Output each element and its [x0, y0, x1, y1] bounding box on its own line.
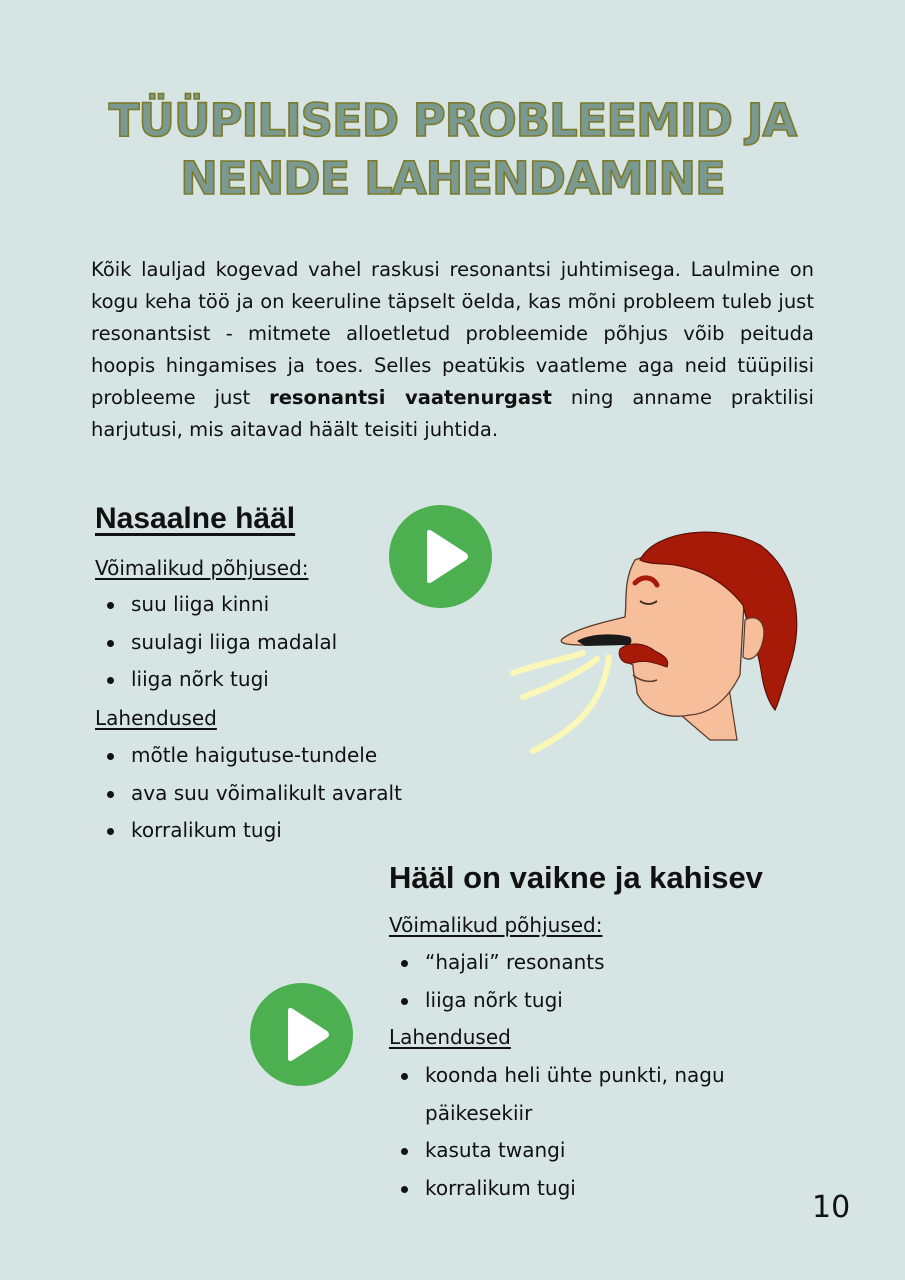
intro-text-after: ning anname praktilisi harjutusi, mis aitavad häält teisiti juhtida.: [91, 386, 814, 441]
intro-bold-text: resonantsi vaatenurgast: [269, 386, 552, 409]
section2-title: Hääl on vaikne ja kahisev: [389, 860, 763, 895]
list-item: koonda heli ühte punkti, nagu päikesekiir: [389, 1057, 759, 1132]
section2-solutions-label: Lahendused: [389, 1025, 511, 1049]
section1-solutions-list: [95, 737, 402, 850]
nasal-face-illustration: [505, 525, 805, 765]
page-title-line-2: NENDE LAHENDAMINE: [180, 152, 725, 205]
section1-title: Nasaalne hääl: [95, 502, 296, 535]
page-title-line-1: TÜÜPILISED PROBLEEMID JA: [108, 94, 797, 147]
list-item: korralikum tugi: [95, 812, 402, 850]
list-item: liiga nõrk tugi: [95, 661, 337, 699]
section1-solutions-label: Lahendused: [95, 706, 217, 730]
page-title: [0, 92, 905, 208]
section1-causes-label: Võimalikud põhjused:: [95, 556, 309, 580]
section2-solutions-list: [389, 1057, 759, 1207]
list-item: suu liiga kinni: [95, 586, 337, 624]
play-icon: [250, 983, 353, 1086]
list-item: korralikum tugi: [389, 1170, 759, 1208]
list-item: mõtle haigutuse-tundele: [95, 737, 402, 775]
section2-play-button[interactable]: [250, 983, 353, 1086]
list-item: “hajali” resonants: [389, 944, 605, 982]
list-item: ava suu võimalikult avaralt: [95, 775, 402, 813]
page-number: 10: [812, 1190, 851, 1225]
list-item: kasuta twangi: [389, 1132, 759, 1170]
intro-paragraph: [91, 254, 814, 446]
section1-causes-list: [95, 586, 337, 699]
list-item: suulagi liiga madalal: [95, 624, 337, 662]
section1-play-button[interactable]: [389, 505, 492, 608]
intro-text-before: Kõik lauljad kogevad vahel raskusi resonantsi juhtimisega. Laulmine on kogu keha töö ja on keeruline täpselt öelda, kas mõni probleem tuleb just resonantsist - mitmete alloetletud probleemide põhjus võib peituda hoopis hingamises ja toes. Selles peatükis vaatleme aga neid tüüpilisi probleeme just: [91, 258, 814, 409]
play-icon: [389, 505, 492, 608]
list-item: liiga nõrk tugi: [389, 982, 605, 1020]
section2-causes-label: Võimalikud põhjused:: [389, 913, 603, 937]
section2-causes-list: [389, 944, 605, 1019]
